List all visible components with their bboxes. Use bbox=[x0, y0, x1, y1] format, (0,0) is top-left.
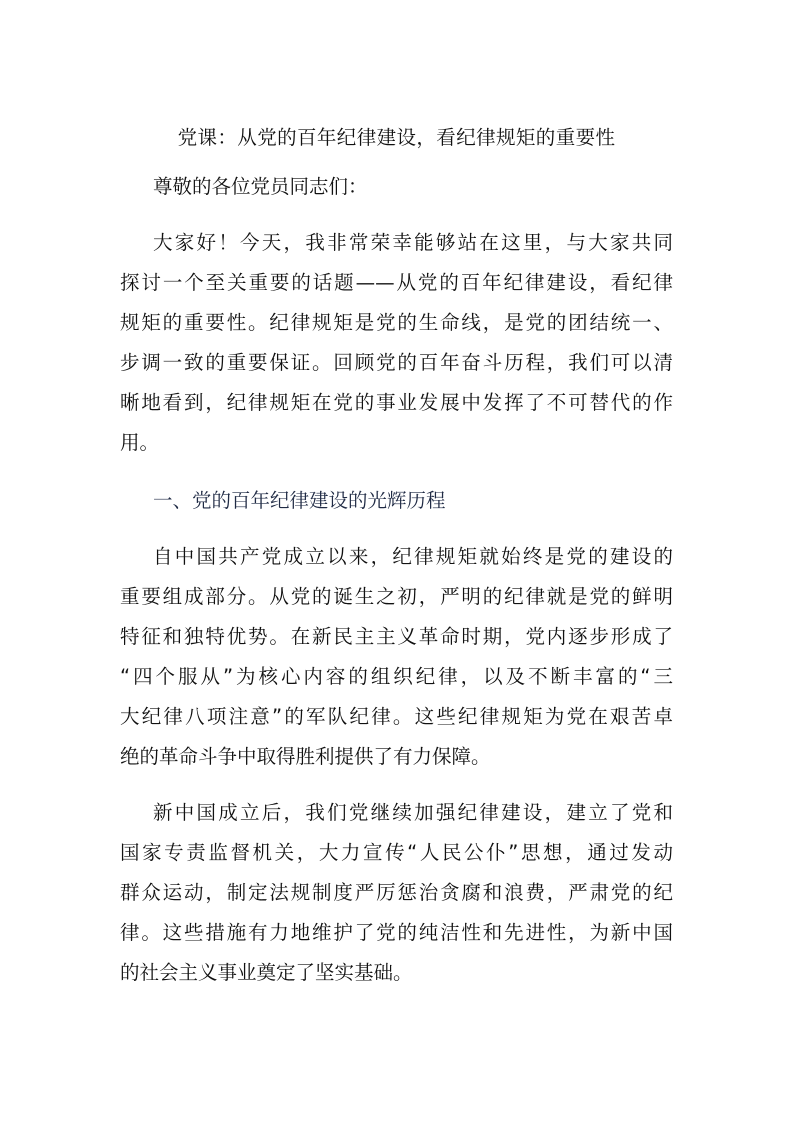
paragraph-line: 大纪律八项注意”的军队纪律。这些纪律规矩为党在艰苦卓 bbox=[120, 705, 673, 728]
section-heading: 一、党的百年纪律建设的光辉历程 bbox=[153, 489, 446, 512]
paragraph-line: 新中国成立后，我们党继续加强纪律建设，建立了党和 bbox=[153, 801, 673, 824]
paragraph-line: 晰地看到，纪律规矩在党的事业发展中发挥了不可替代的作 bbox=[120, 391, 673, 414]
paragraph-line: 探讨一个至关重要的话题——从党的百年纪律建设，看纪律 bbox=[120, 271, 673, 294]
paragraph-line: 规矩的重要性。纪律规矩是党的生命线，是党的团结统一、 bbox=[120, 311, 673, 334]
paragraph-line: 群众运动，制定法规制度严厉惩治贪腐和浪费，严肃党的纪 bbox=[120, 881, 673, 904]
paragraph-line: 绝的革命斗争中取得胜利提供了有力保障。 bbox=[120, 745, 491, 768]
paragraph-line: 用。 bbox=[120, 431, 160, 454]
paragraph-line: “四个服从”为核心内容的组织纪律，以及不断丰富的“三 bbox=[120, 665, 673, 688]
paragraph-line: 国家专责监督机关，大力宣传“人民公仆”思想，通过发动 bbox=[120, 841, 673, 864]
salutation: 尊敬的各位党员同志们： bbox=[153, 175, 368, 198]
paragraph-line: 步调一致的重要保证。回顾党的百年奋斗历程，我们可以清 bbox=[120, 351, 673, 374]
paragraph-line: 律。这些措施有力地维护了党的纯洁性和先进性，为新中国 bbox=[120, 921, 673, 944]
paragraph-line: 大家好！今天，我非常荣幸能够站在这里，与大家共同 bbox=[153, 231, 673, 254]
paragraph-line: 自中国共产党成立以来，纪律规矩就始终是党的建设的 bbox=[153, 545, 673, 568]
paragraph-line: 的社会主义事业奠定了坚实基础。 bbox=[120, 961, 413, 984]
paragraph-line: 重要组成部分。从党的诞生之初，严明的纪律就是党的鲜明 bbox=[120, 585, 673, 608]
document-title: 党课：从党的百年纪律建设，看纪律规矩的重要性 bbox=[177, 126, 616, 149]
paragraph-line: 特征和独特优势。在新民主主义革命时期，党内逐步形成了 bbox=[120, 625, 673, 648]
